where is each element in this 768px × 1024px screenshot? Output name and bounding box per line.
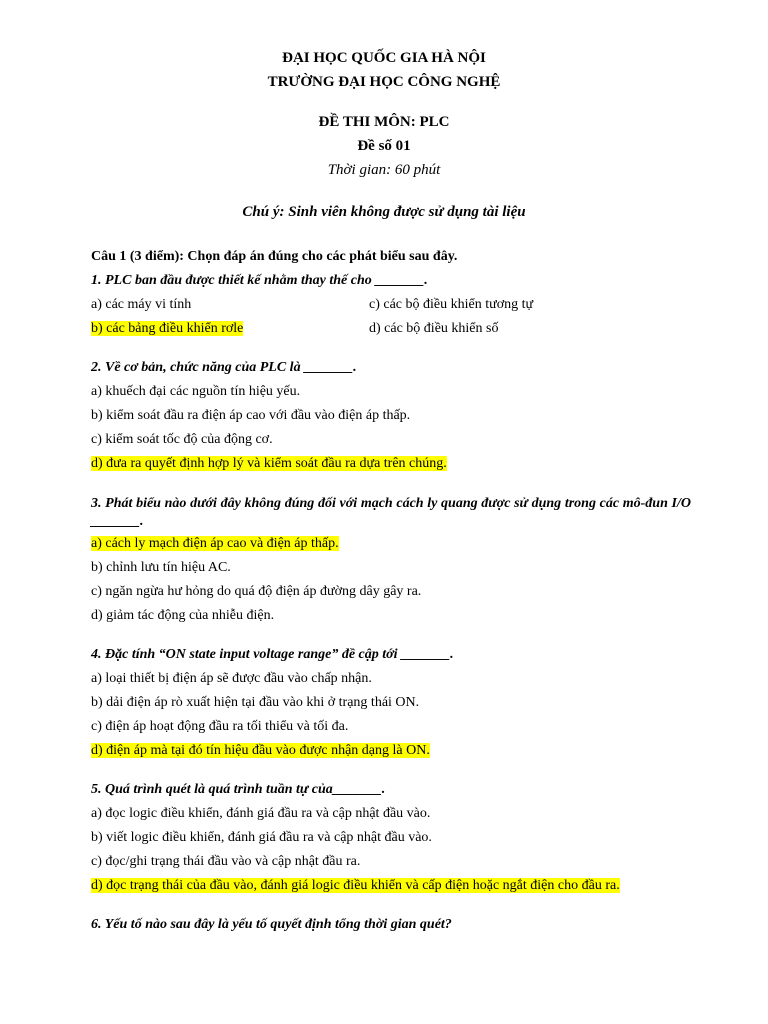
question-2-option-a: a) khuếch đại các nguồn tín hiệu yếu. [91, 384, 301, 399]
question-3-prompt: 3. Phát biểu nào dưới đây không đúng đối với mạch cách ly quang được sử dụng trong các mô-đun I/O _______. [91, 496, 691, 529]
question-2-prompt: 2. Về cơ bản, chức năng của PLC là _______. [91, 360, 357, 375]
question-3-option-b: b) chỉnh lưu tín hiệu AC. [91, 560, 231, 575]
highlighted-answer: a) cách ly mạch điện áp cao và điện áp thấp. [91, 536, 339, 551]
question-1-option-b [91, 321, 243, 337]
question-5-option-b: b) viết logic điều khiển, đánh giá đầu ra và cập nhật đầu vào. [91, 830, 432, 845]
question-5-option-c: c) đọc/ghi trạng thái đầu vào và cập nhật đầu ra. [91, 854, 361, 869]
exam-title: ĐỀ THI MÔN: PLC [318, 114, 450, 130]
question-1-prompt: 1. PLC ban đầu được thiết kế nhằm thay thế cho _______. [91, 273, 428, 288]
question-2-option-b: b) kiểm soát đầu ra điện áp cao với đầu vào điện áp thấp. [91, 408, 411, 423]
question-4-option-d [91, 743, 430, 759]
school-name: TRƯỜNG ĐẠI HỌC CÔNG NGHỆ [267, 74, 501, 90]
exam-note: Chú ý: Sinh viên không được sử dụng tài liệu [242, 204, 526, 220]
question-4-option-c: c) điện áp hoạt động đầu ra tối thiểu và tối đa. [91, 719, 349, 734]
question-5-option-a: a) đọc logic điều khiển, đánh giá đầu ra và cập nhật đầu vào. [91, 806, 431, 821]
question-1-option-a: a) các máy vi tính [91, 297, 192, 312]
exam-number: Đề số 01 [357, 138, 411, 154]
question-5-option-d [91, 878, 620, 894]
question-3-option-d: d) giảm tác động của nhiễu điện. [91, 608, 275, 623]
highlighted-answer: d) điện áp mà tại đó tín hiệu đầu vào được nhận dạng là ON. [91, 743, 430, 758]
question-5-prompt: 5. Quá trình quét là quá trình tuần tự của_______. [91, 782, 386, 797]
question-2-option-d [91, 456, 447, 472]
question-6-prompt: 6. Yếu tố nào sau đây là yếu tố quyết định tổng thời gian quét? [91, 917, 452, 932]
highlighted-answer: d) đưa ra quyết định hợp lý và kiểm soát đầu ra dựa trên chúng. [91, 456, 447, 471]
question-3-option-a [91, 536, 339, 552]
university-name: ĐẠI HỌC QUỐC GIA HÀ NỘI [282, 50, 486, 66]
question-2-option-c: c) kiểm soát tốc độ của động cơ. [91, 432, 273, 447]
exam-duration: Thời gian: 60 phút [327, 162, 441, 178]
question-1-option-d: d) các bộ điều khiển số [369, 321, 499, 336]
question-4-option-a: a) loại thiết bị điện áp sẽ được đầu vào chấp nhận. [91, 671, 372, 686]
question-4-option-b: b) dải điện áp rò xuất hiện tại đầu vào khi ở trạng thái ON. [91, 695, 420, 710]
question-4-prompt: 4. Đặc tính “ON state input voltage range” đề cập tới _______. [91, 647, 454, 662]
question-3-option-c: c) ngăn ngừa hư hỏng do quá độ điện áp đường dây gây ra. [91, 584, 422, 599]
question-1-option-c: c) các bộ điều khiển tương tự [369, 297, 534, 312]
section-heading: Câu 1 (3 điểm): Chọn đáp án đúng cho các phát biểu sau đây. [91, 249, 458, 264]
highlighted-answer: b) các bảng điều khiển rơle [91, 321, 244, 336]
highlighted-answer: d) đọc trạng thái của đầu vào, đánh giá logic điều khiển và cấp điện hoặc ngắt điện cho đầu ra. [91, 878, 620, 893]
